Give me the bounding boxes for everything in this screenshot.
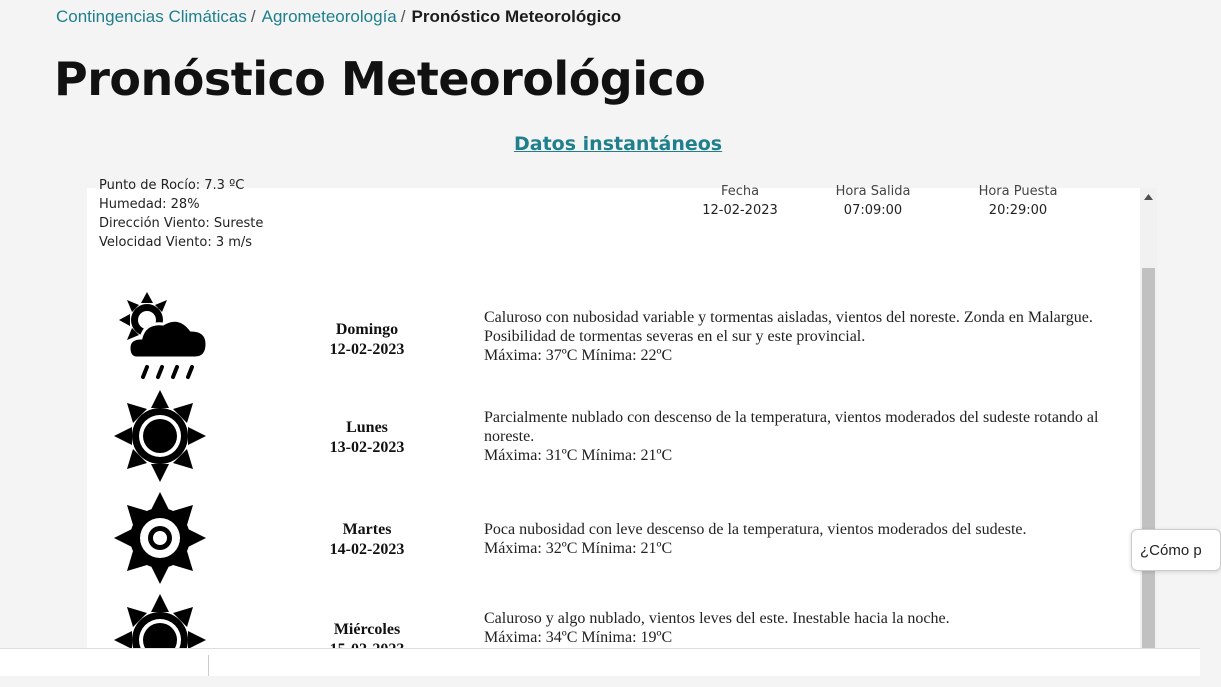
sun-value-fecha: 12-02-2023	[702, 203, 778, 218]
sun-outline-icon	[107, 490, 217, 585]
breadcrumb-link-agrometeorologia[interactable]: Agrometeorología	[261, 7, 397, 26]
forecast-temps: Máxima: 31ºC Mínima: 21ºC	[484, 447, 673, 464]
forecast-day-name: Martes	[342, 521, 392, 538]
forecast-text: Caluroso con nubosidad variable y tormentas aisladas, vientos del noreste. Zonda en Malargue. Posibilidad de tormentas severas en el sur y este provincial.	[484, 309, 1093, 345]
forecast-text: Poca nubosidad con leve descenso de la temperatura, vientos moderados del sudeste.	[484, 521, 1027, 538]
forecast-temps: Máxima: 34ºC Mínima: 19ºC	[484, 629, 673, 646]
sun-value-salida: 07:09:00	[843, 203, 903, 218]
forecast-day	[307, 418, 427, 458]
scroll-up-arrow-icon[interactable]	[1140, 188, 1157, 205]
forecast-temps: Máxima: 37ºC Mínima: 22ºC	[484, 347, 673, 364]
forecast-description	[484, 609, 1129, 647]
forecast-day	[307, 520, 427, 560]
observations-panel	[99, 176, 263, 252]
breadcrumb-link-contingencias[interactable]: Contingencias Climáticas	[56, 7, 247, 26]
forecast-description	[484, 308, 1129, 365]
obs-humidity: Humedad: 28%	[99, 197, 200, 212]
forecast-date: 14-02-2023	[329, 541, 405, 558]
bottom-divider	[208, 655, 209, 676]
forecast-day-name: Domingo	[335, 321, 399, 338]
breadcrumb-separator: /	[400, 7, 406, 26]
vertical-scrollbar[interactable]	[1140, 188, 1157, 648]
forecast-row	[87, 388, 1139, 483]
forecast-row	[87, 490, 1139, 585]
forecast-row	[87, 290, 1139, 385]
forecast-content	[87, 178, 1139, 648]
sun-header-puesta: Hora Puesta	[978, 184, 1058, 199]
page-title: Pronóstico Meteorológico	[54, 52, 706, 106]
forecast-day-name: Miércoles	[333, 621, 401, 638]
forecast-temps: Máxima: 32ºC Mínima: 21ºC	[484, 540, 673, 557]
obs-dew-point: Punto de Rocío: 7.3 ºC	[99, 178, 245, 193]
sun-value-puesta: 20:29:00	[988, 203, 1048, 218]
sun-cloud-rain-icon	[107, 290, 217, 385]
forecast-day-name: Lunes	[346, 419, 388, 436]
help-chat-tab[interactable]: ¿Cómo p	[1131, 529, 1221, 571]
obs-wind-speed: Velocidad Viento: 3 m/s	[99, 235, 253, 250]
bottom-bar	[0, 648, 1200, 676]
forecast-date: 12-02-2023	[329, 341, 405, 358]
forecast-date: 13-02-2023	[329, 439, 405, 456]
sun-header-fecha: Fecha	[720, 184, 760, 199]
sun-col-fecha	[685, 182, 795, 220]
sun-col-salida	[818, 182, 928, 220]
breadcrumb	[56, 7, 621, 27]
datos-instantaneos-link[interactable]: Datos instantáneos	[514, 133, 723, 155]
scrollbar-thumb[interactable]	[1142, 268, 1155, 648]
forecast-text: Parcialmente nublado con descenso de la temperatura, vientos moderados del sudeste rotando al noreste.	[484, 409, 1099, 445]
forecast-day	[307, 320, 427, 360]
sun-icon	[107, 388, 217, 483]
breadcrumb-current: Pronóstico Meteorológico	[411, 7, 622, 26]
sun-col-puesta	[963, 182, 1073, 220]
forecast-description	[484, 520, 1129, 558]
obs-wind-direction: Dirección Viento: Sureste	[99, 216, 264, 231]
sun-header-salida: Hora Salida	[835, 184, 911, 199]
forecast-frame[interactable]	[87, 178, 1157, 648]
forecast-text: Caluroso y algo nublado, vientos leves del este. Inestable hacia la noche.	[484, 610, 950, 627]
breadcrumb-separator: /	[250, 7, 256, 26]
forecast-description	[484, 408, 1129, 465]
